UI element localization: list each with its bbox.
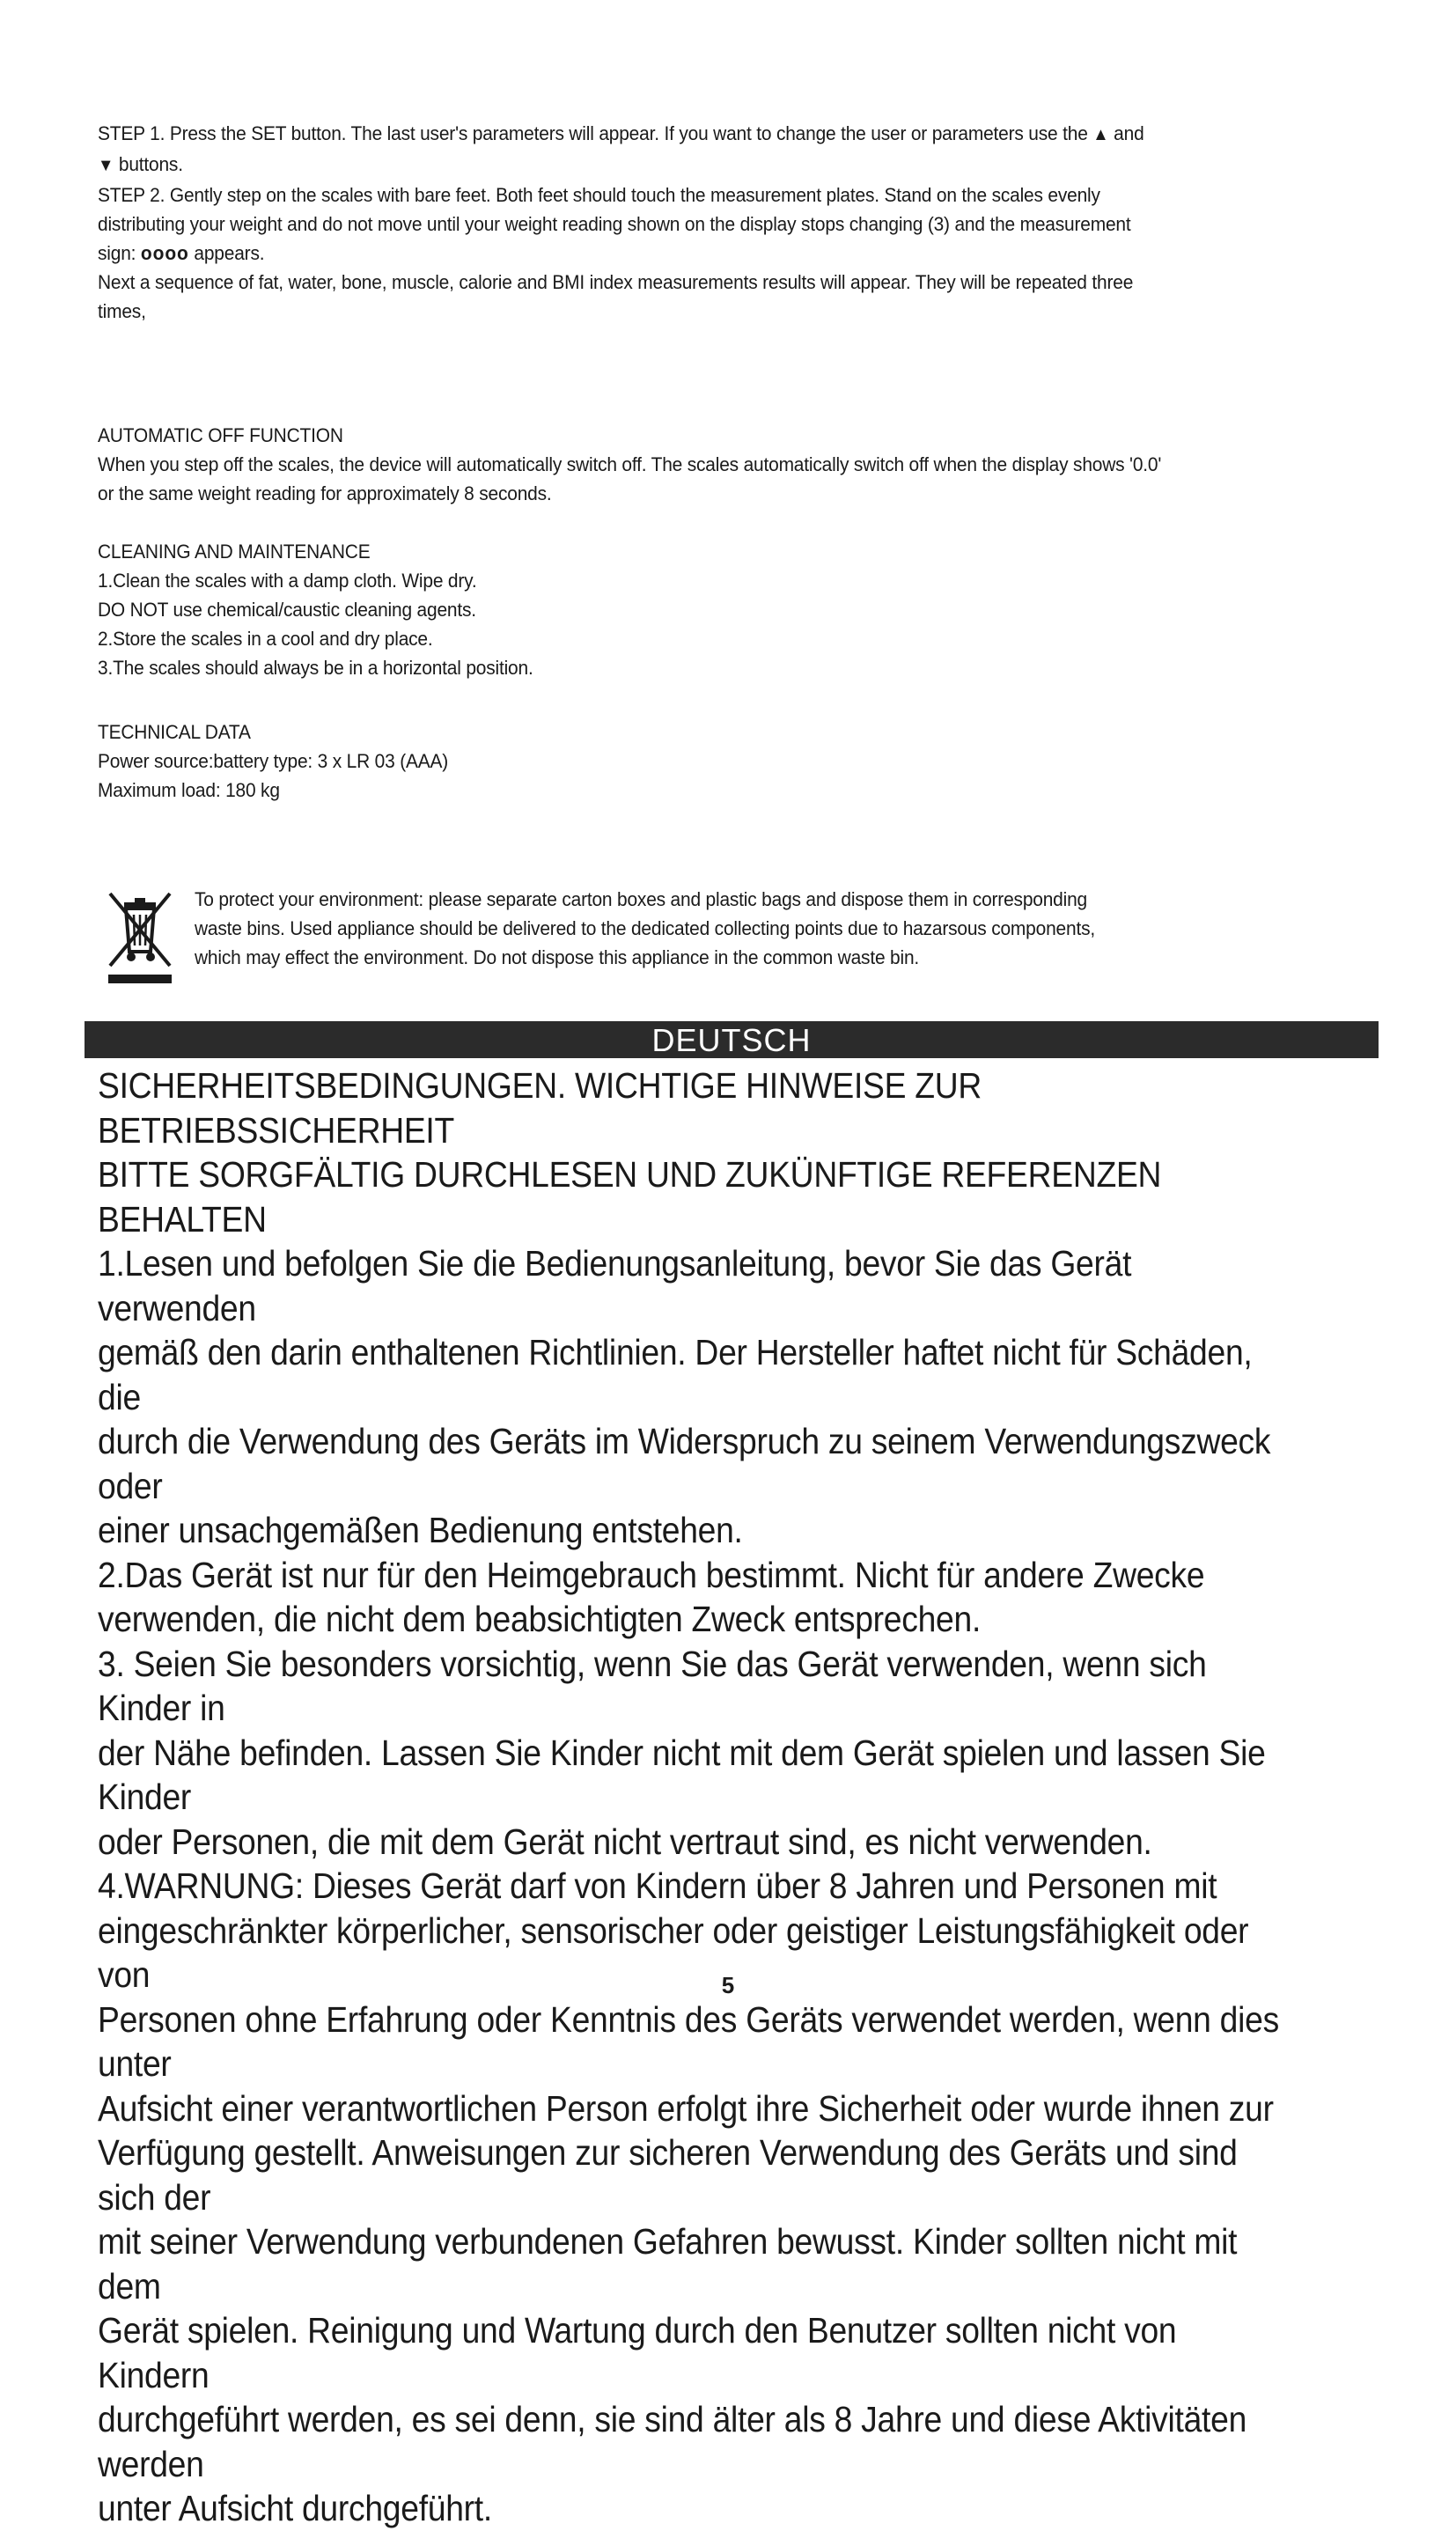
german-line: unter Aufsicht durchgeführt. bbox=[98, 2488, 492, 2528]
auto-off-section bbox=[98, 421, 1276, 508]
german-line: einer unsachgemäßen Bedienung entstehen. bbox=[98, 1510, 743, 1550]
german-line: verwenden, die nicht dem beabsichtigten Zweck entsprechen. bbox=[98, 1599, 982, 1639]
german-line: Gerät spielen. Reinigung und Wartung durch den Benutzer sollten nicht von Kindern bbox=[98, 2310, 1177, 2395]
sign-prefix: sign: bbox=[98, 242, 136, 264]
environment-line-3: which may effect the environment. Do not dispose this appliance in the common waste bin. bbox=[195, 946, 920, 968]
german-line: durch die Verwendung des Geräts im Widerspruch zu seinem Verwendungszweck oder bbox=[98, 1421, 1271, 1506]
german-line: SICHERHEITSBEDINGUNGEN. WICHTIGE HINWEISE ZUR BETRIEBSSICHERHEIT bbox=[98, 1065, 982, 1151]
steps-section bbox=[98, 119, 1276, 326]
german-line: BITTE SORGFÄLTIG DURCHLESEN UND ZUKÜNFTIGE REFERENZEN BEHALTEN bbox=[98, 1154, 1162, 1240]
german-line: gemäß den darin enthaltenen Richtlinien. Der Hersteller haftet nicht für Schäden, die bbox=[98, 1332, 1253, 1417]
technical-section bbox=[98, 717, 1276, 805]
german-line: der Nähe befinden. Lassen Sie Kinder nicht mit dem Gerät spielen und lassen Sie Kinder bbox=[98, 1732, 1266, 1817]
environment-text bbox=[195, 885, 1373, 972]
cleaning-item: DO NOT use chemical/caustic cleaning agents. bbox=[98, 599, 476, 621]
auto-off-line-2: or the same weight reading for approximately 8 seconds. bbox=[98, 482, 552, 504]
step2-line-3 bbox=[98, 239, 1276, 268]
next-line-2: times, bbox=[98, 300, 146, 322]
step1-text: STEP 1. Press the SET button. The last user's parameters will appear. If you want to change the user or parameters use the bbox=[98, 122, 1088, 144]
technical-heading: TECHNICAL DATA bbox=[98, 721, 251, 743]
sign-suffix: appears. bbox=[194, 242, 265, 264]
german-line: Personen ohne Erfahrung oder Kenntnis des Geräts verwendet werden, wenn dies unter bbox=[98, 1998, 1279, 2084]
power-source: Power source:battery type: 3 x LR 03 (AAA) bbox=[98, 750, 449, 772]
environment-section bbox=[98, 885, 1383, 990]
down-arrow-icon: ▼ bbox=[98, 156, 114, 175]
cleaning-item: 3.The scales should always be in a horizontal position. bbox=[98, 657, 533, 679]
cleaning-item: 1.Clean the scales with a damp cloth. Wipe dry. bbox=[98, 570, 477, 592]
german-line: mit seiner Verwendung verbundenen Gefahren bewusst. Kinder sollten nicht mit dem bbox=[98, 2221, 1238, 2307]
measurement-sign: oooo bbox=[140, 242, 189, 264]
step2-line-2: distributing your weight and do not move until your weight reading shown on the display stops changing (3) and the measurement bbox=[98, 213, 1131, 235]
german-line: 1.Lesen und befolgen Sie die Bedienungsanleitung, bevor Sie das Gerät verwenden bbox=[98, 1243, 1132, 1328]
german-safety-section bbox=[98, 1063, 1288, 2531]
environment-line-2: waste bins. Used appliance should be delivered to the dedicated collecting points due to hazarsous components, bbox=[195, 917, 1095, 939]
maximum-load: Maximum load: 180 kg bbox=[98, 779, 280, 801]
german-line: Verfügung gestellt. Anweisungen zur sicheren Verwendung des Geräts und sind sich der bbox=[98, 2132, 1238, 2218]
cleaning-item: 2.Store the scales in a cool and dry place. bbox=[98, 628, 433, 650]
german-line: Aufsicht einer verantwortlichen Person erfolgt ihre Sicherheit oder wurde ihnen zur bbox=[98, 2087, 1274, 2129]
cleaning-section bbox=[98, 537, 1276, 682]
german-line: durchgeführt werden, es sei denn, sie sind älter als 8 Jahre und diese Aktivitäten werden bbox=[98, 2399, 1247, 2484]
next-line-1: Next a sequence of fat, water, bone, muscle, calorie and BMI index measurements results will appear. They will be repeated three bbox=[98, 271, 1134, 293]
up-arrow-icon: ▲ bbox=[1092, 125, 1109, 144]
german-line: 3. Seien Sie besonders vorsichtig, wenn Sie das Gerät verwenden, wenn sich Kinder in bbox=[98, 1643, 1207, 1728]
weee-crossed-bin-icon bbox=[105, 890, 175, 985]
cleaning-heading: CLEANING AND MAINTENANCE bbox=[98, 541, 371, 563]
page-number: 5 bbox=[721, 1972, 735, 1998]
step2-line-1: STEP 2. Gently step on the scales with bare feet. Both feet should touch the measurement plates. Stand on the scales evenly bbox=[98, 184, 1100, 206]
step1-line bbox=[98, 119, 1276, 150]
environment-line-1: To protect your environment: please separate carton boxes and plastic bags and dispose them in corresponding bbox=[195, 888, 1088, 910]
language-section-bar: DEUTSCH bbox=[85, 1021, 1379, 1058]
german-line: eingeschränkter körperlicher, sensorischer oder geistiger Leistungsfähigkeit oder von bbox=[98, 1909, 1249, 1995]
step1-buttons-text: buttons. bbox=[118, 153, 183, 175]
german-line: oder Personen, die mit dem Gerät nicht vertraut sind, es nicht verwenden. bbox=[98, 1821, 1152, 1862]
auto-off-line-1: When you step off the scales, the device will automatically switch off. The scales automatically switch off when the display shows '0.0' bbox=[98, 453, 1162, 475]
german-line: 4.WARNUNG: Dieses Gerät darf von Kindern über 8 Jahren und Personen mit bbox=[98, 1865, 1217, 1906]
and-text: and bbox=[1114, 122, 1144, 144]
german-line: 2.Das Gerät ist nur für den Heimgebrauch bestimmt. Nicht für andere Zwecke bbox=[98, 1554, 1205, 1595]
step1-line-2 bbox=[98, 150, 1276, 180]
auto-off-heading: AUTOMATIC OFF FUNCTION bbox=[98, 424, 343, 446]
